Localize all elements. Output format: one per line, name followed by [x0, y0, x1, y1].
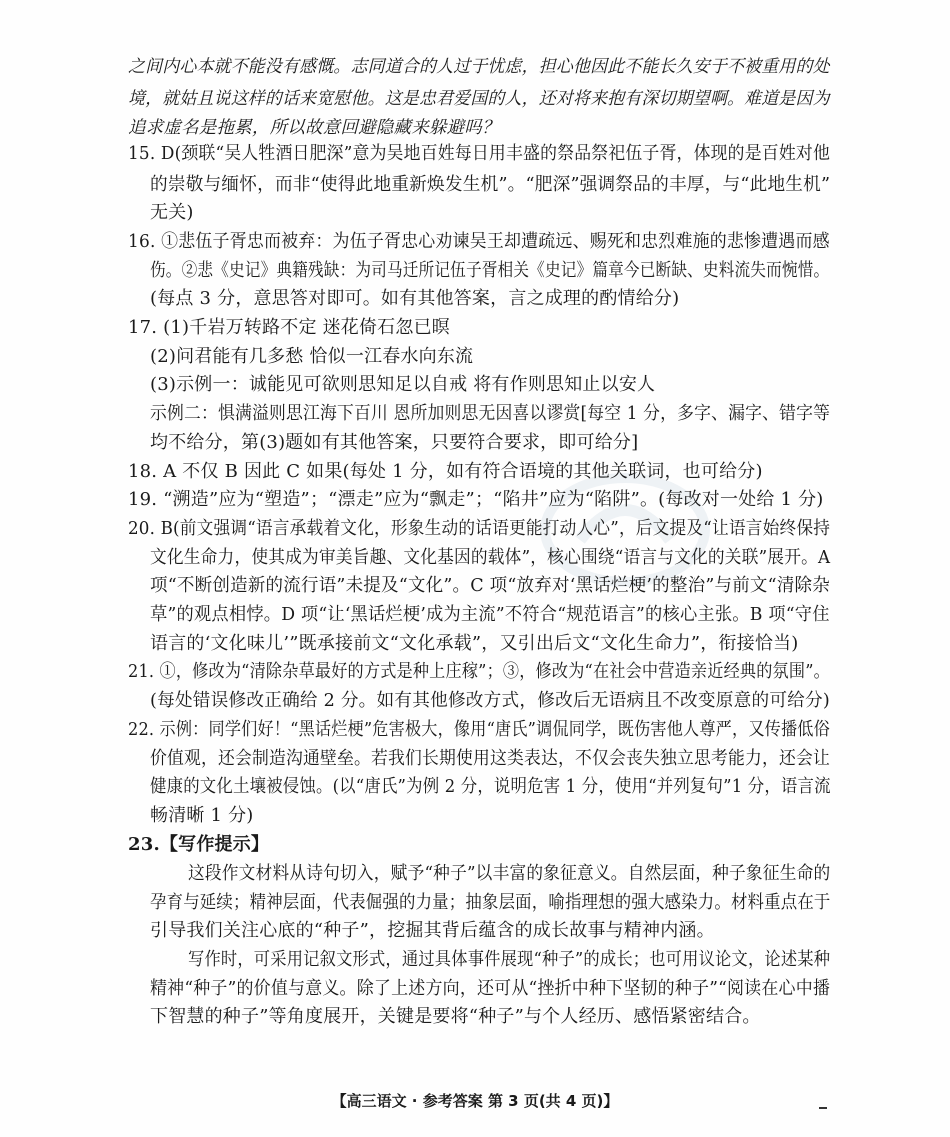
answer-17-line-3: (3)示例一：诚能见可欲则思知足以自戒 将有作则思知止以安人	[150, 374, 656, 395]
answer-22-line-2: 价值观，还会制造沟通壁垒。若我们长期使用这类表达，不仅会丧失独立思考能力，还会让	[150, 748, 830, 769]
answer-23-line-2: 孕育与延续；精神层面，代表倔强的力量；抽象层面，喻指理想的强大感染力。材料重点在于	[150, 892, 831, 913]
answer-15-line-1: 15. D(颈联“吴人牲酒日肥深”意为吴地百姓每日用丰盛的祭品祭祀伍子胥，体现的是百姓对他	[128, 143, 831, 164]
answer-20-line-5: 语言的‘文化味儿’”既承接前文“文化承载”，又引出后文“文化生命力”，衔接恰当)	[150, 633, 799, 654]
answer-23-line-6: 下智慧的种子”等角度展开，关键是要将“种子”与个人经历、感悟紧密结合。	[150, 1006, 761, 1027]
answer-19-line-1: 19. “溯造”应为“塑造”；“漂走”应为“飘走”；“陷井”应为“陷阱”。(每改对一处给 1 分)	[128, 489, 824, 510]
answer-15-line-3: 无关)	[150, 202, 194, 223]
answer-20-line-3: 项“不断创造新的流行语”未提及“文化”。C 项“放弃对‘黑话烂梗’的整治”与前文“清除杂	[150, 575, 831, 596]
intro-line-1: 之间内心本就不能没有感慨。志同道合的人过于忧虑，担心他因此不能长久安于不被重用的处	[128, 57, 830, 77]
answer-22-line-4: 畅清晰 1 分)	[150, 805, 254, 826]
answer-16-line-1: 16. ①悲伍子胥忠而被弃：为伍子胥忠心劝谏吴王却遭疏远、赐死和忠烈难施的悲惨遭遇而感	[128, 231, 830, 252]
answer-21-line-2: (每处错误修改正确给 2 分。如有其他修改方式，修改后无语病且不改变原意的可给分)	[150, 690, 830, 711]
answer-23-heading: 23.【写作提示】	[128, 834, 270, 855]
answer-20-line-1: 20. B(前文强调“语言承载着文化，形象生动的话语更能打动人心”，后文提及“让语言始终保持	[128, 518, 831, 539]
answer-18-line-1: 18. A 不仅 B 因此 C 如果(每处 1 分，如有符合语境的其他关联词，也可给分)	[128, 461, 763, 482]
page-footer: 【高三语文 · 参考答案 第 3 页(共 4 页)】	[331, 1092, 619, 1110]
answer-16-line-2: 伤。②悲《史记》典籍残缺：为司马迁所记伍子胥相关《史记》篇章今已断缺、史料流失而惋惜。	[150, 260, 830, 281]
answer-23-line-3: 引导我们关注心底的“种子”，挖掘其背后蕴含的成长故事与精神内涵。	[150, 920, 715, 941]
intro-line-2: 境，就姑且说这样的话来宽慰他。这是忠君爱国的人，还对将来抱有深切期望啊。难道是因为	[128, 89, 830, 109]
corner-mark	[819, 1107, 827, 1109]
answer-15-line-2: 的崇敬与缅怀，而非“使得此地重新焕发生机”。“肥深”强调祭品的丰厚，与“此地生机”	[150, 174, 831, 195]
intro-line-3: 追求虚名是拖累，所以故意回避隐藏来躲避吗？	[128, 118, 500, 138]
answer-23-line-5: 精神“种子”的价值与意义。除了上述方向，还可从“挫折中种下坚韧的种子”“阅读在心中播	[150, 978, 831, 999]
answer-17-line-4: 示例二：惧满溢则思江海下百川 恩所加则思无因喜以谬赏[每空 1 分，多字、漏字、错字等	[150, 403, 831, 424]
answer-16-line-3: (每点 3 分，意思答对即可。如有其他答案，言之成理的酌情给分)	[150, 288, 680, 309]
answer-17-line-2: (2)问君能有几多愁 恰似一江春水向东流	[150, 346, 474, 367]
answer-17-line-1: 17. (1)千岩万转路不定 迷花倚石忽已暝	[128, 317, 450, 338]
answer-20-line-2: 文化生命力，使其成为审美旨趣、文化基因的载体”，核心围绕“语言与文化的关联”展开。A	[150, 547, 831, 568]
answer-23-line-1: 这段作文材料从诗句切入，赋予“种子”以丰富的象征意义。自然层面，种子象征生命的	[188, 863, 831, 884]
answer-21-line-1: 21. ①，修改为“清除杂草最好的方式是种上庄稼”；③，修改为“在社会中营造亲近经典的氛围”。	[128, 661, 830, 682]
answer-22-line-1: 22. 示例：同学们好！“黑话烂梗”危害极大，像用“唐氏”调侃同学，既伤害他人尊严，又传播低俗	[128, 719, 830, 740]
answer-23-line-4: 写作时，可采用记叙文形式，通过具体事件展现“种子”的成长；也可用议论文，论述某种	[188, 949, 831, 970]
answer-17-line-5: 均不给分，第(3)题如有其他答案，只要符合要求，即可给分]	[150, 432, 639, 453]
answer-20-line-4: 草”的观点相悖。D 项“让‘黑话烂梗’成为主流”不符合“规范语言”的核心主张。B 项“守住	[150, 604, 830, 625]
answer-22-line-3: 健康的文化土壤被侵蚀。(以“唐氏”为例 2 分，说明危害 1 分，使用“并列复句”1 分，语言流	[150, 776, 831, 797]
